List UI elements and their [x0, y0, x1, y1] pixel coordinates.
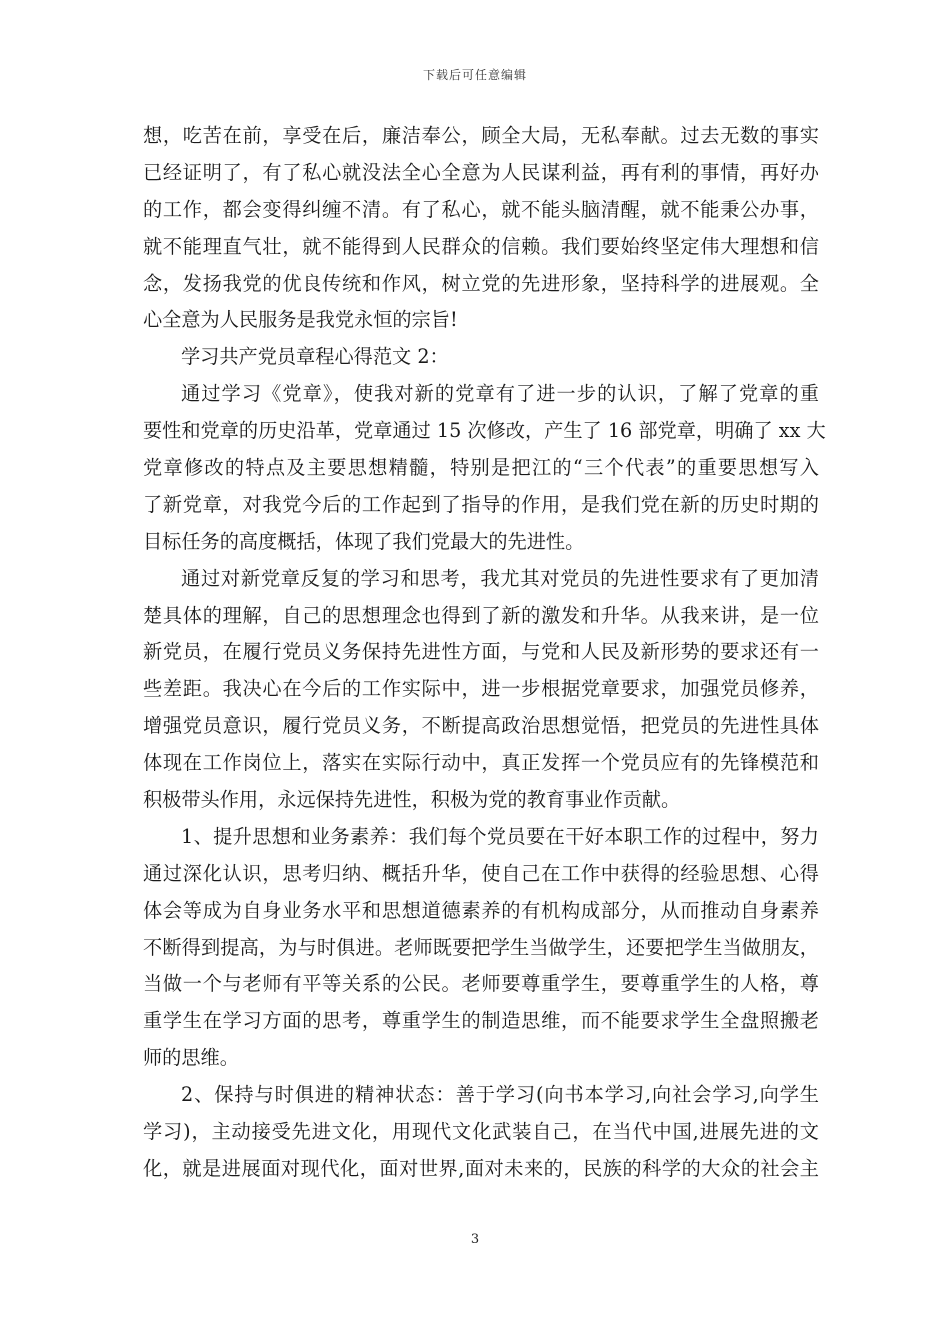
- text-line: 2、保持与时俱进的精神状态：善于学习(向书本学习,向社会学习,向学生: [181, 1083, 819, 1107]
- text-line: 目标任务的高度概括，体现了我们党最大的先进性。: [143, 529, 585, 553]
- text-line: 体会等成为自身业务水平和思想道德素养的有机构成部分，从而推动自身素养: [143, 898, 819, 922]
- text-line: 楚具体的理解，自己的思想理念也得到了新的激发和升华。从我来讲，是一位: [143, 603, 819, 627]
- text-line: 通过学习《党章》，使我对新的党章有了进一步的认识，了解了党章的重: [181, 382, 819, 406]
- text-line: 通过对新党章反复的学习和思考，我尤其对党员的先进性要求有了更加清: [181, 566, 819, 590]
- page-header: 下载后可任意编辑: [422, 68, 527, 82]
- text-line: 念，发扬我党的优良传统和作风，树立党的先进形象，坚持科学的进展观。全: [143, 271, 819, 295]
- text-line: 当做一个与老师有平等关系的公民。老师要尊重学生，要尊重学生的人格，尊: [143, 972, 819, 996]
- text-line: 师的思维。: [143, 1046, 239, 1070]
- text-line: 些差距。我决心在今后的工作实际中，进一步根据党章要求，加强党员修养，: [143, 677, 819, 701]
- text-line: 已经证明了，有了私心就没法全心全意为人民谋利益，再有利的事情，再好办: [143, 160, 819, 184]
- document-body: [143, 118, 826, 1188]
- text-line: 想，吃苦在前，享受在后，廉洁奉公，顾全大局，无私奉献。过去无数的事实: [143, 124, 819, 147]
- text-line: 通过深化认识，思考归纳、概括升华，使自己在工作中获得的经验思想、心得: [143, 861, 819, 885]
- text-line: 就不能理直气壮，就不能得到人民群众的信赖。我们要始终坚定伟大理想和信: [143, 234, 819, 258]
- text-line: 新党员，在履行党员义务保持先进性方面，与党和人民及新形势的要求还有一: [143, 640, 819, 664]
- text-line: 学习)，主动接受先进文化，用现代文化武装自己，在当代中国,进展先进的文: [143, 1120, 819, 1144]
- text-line: 党章修改的特点及主要思想精髓，特别是把江的“三个代表”的重要思想写入: [143, 456, 819, 480]
- text-line: 化，就是进展面对现代化，面对世界,面对未来的，民族的科学的大众的社会主: [143, 1156, 819, 1180]
- text-line: 积极带头作用，永远保持先进性，积极为党的教育事业作贡献。: [143, 788, 681, 812]
- text-line: 增强党员意识，履行党员义务，不断提高政治思想觉悟，把党员的先进性具体: [143, 714, 819, 738]
- text-line: 不断得到提高，为与时俱进。老师既要把学生当做学生，还要把学生当做朋友，: [143, 935, 819, 959]
- text-line: 的工作，都会变得纠缠不清。有了私心，就不能头脑清醒，就不能秉公办事，: [143, 197, 819, 221]
- text-line: 1、提升思想和业务素养：我们每个党员要在干好本职工作的过程中，努力: [181, 824, 819, 848]
- text-line: 体现在工作岗位上，落实在实际行动中，真正发挥一个党员应有的先锋模范和: [143, 751, 819, 775]
- text-line: 要性和党章的历史沿革，党章通过 15 次修改，产生了 16 部党章，明确了 xx 大: [143, 419, 826, 443]
- page-number: 3: [470, 1232, 480, 1247]
- text-line: 心全意为人民服务是我党永恒的宗旨!: [143, 308, 458, 332]
- text-line: 学习共产党员章程心得范文 2：: [181, 345, 449, 369]
- text-line: 重学生在学习方面的思考，尊重学生的制造思维，而不能要求学生全盘照搬老: [143, 1009, 819, 1033]
- text-line: 了新党章，对我党今后的工作起到了指导的作用，是我们党在新的历史时期的: [143, 492, 819, 516]
